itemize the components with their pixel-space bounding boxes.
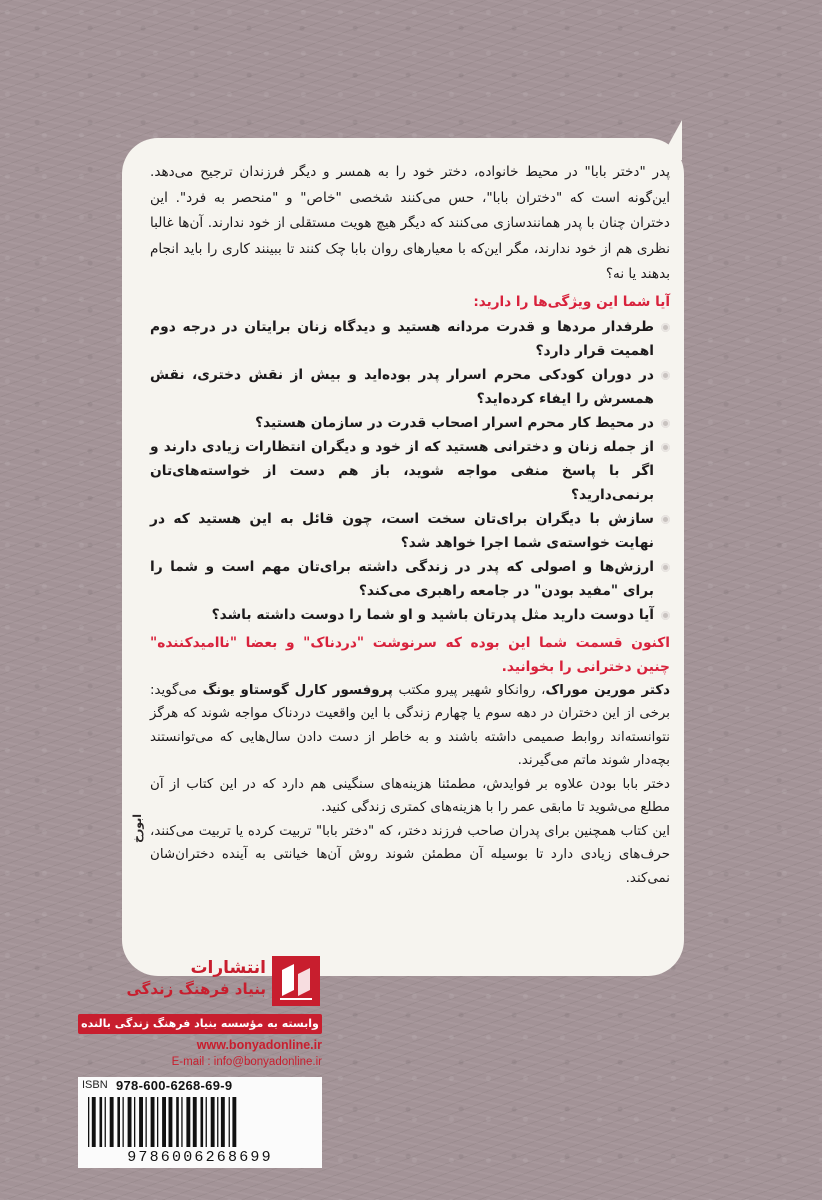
question-item: در محیط کار محرم اسرار اصحاب قدرت در سازمان هستید؟ — [150, 411, 670, 435]
barcode-bar — [123, 1097, 124, 1147]
barcode-bar — [221, 1097, 225, 1147]
barcode-bar — [88, 1097, 89, 1147]
barcode-bar — [176, 1097, 179, 1147]
question-item: طرفدار مردها و قدرت مردانه هستید و دیدگاه زنان برایتان در درجه دوم اهمیت قرار دارد؟ — [150, 315, 670, 363]
bullet-icon — [661, 443, 670, 452]
barcode-bar — [162, 1097, 166, 1147]
barcode-bar — [232, 1097, 236, 1147]
barcode-bar — [134, 1097, 135, 1147]
barcode-bar — [151, 1097, 155, 1147]
barcode-bar — [139, 1097, 143, 1147]
barcode-bar — [169, 1097, 173, 1147]
author-name: دکتر مورین موراک — [545, 682, 670, 698]
intro-paragraph: پدر "دختر بابا" در محیط خانواده، دختر خود را به همسر و دیگر فرزندان ترجیح می‌دهد. این‌گونه است که "دختران بابا"، حس می‌کنند شخصی "خاص" و "منحصر به فرد". این دختران چنان با پدر همانندسازی می‌کنند که دیگر هیچ هویت مستقلی از خود ندارند. آن‌ها غالبا نظری هم از خود ندارند، مگر این‌که با معیارهای روان بابا چک کنند تا ببینند کاری را باید انجام بدهند یا نه؟ — [150, 164, 670, 282]
questions-heading: آیا شما این ویژگی‌ها را دارید: — [473, 293, 670, 310]
barcode-bar — [105, 1097, 106, 1147]
bullet-icon — [661, 515, 670, 524]
isbn-barcode — [78, 1077, 322, 1168]
publisher-emblem-icon — [272, 956, 320, 1006]
back-cover-text — [150, 160, 670, 890]
publisher-logo — [76, 956, 322, 1016]
barcode-bar — [206, 1097, 207, 1147]
barcode-bars — [84, 1097, 316, 1147]
barcode-bar — [181, 1097, 182, 1147]
barcode-bar — [186, 1097, 190, 1147]
bullet-icon — [661, 419, 670, 428]
bullet-icon — [661, 323, 670, 332]
publisher-title: انتشارات — [190, 958, 266, 978]
speech-bubble-tail — [660, 120, 682, 160]
barcode-bar — [211, 1097, 215, 1147]
publisher-email: E-mail : info@bonyadonline.ir — [171, 1056, 322, 1068]
cost-paragraph: دختر بابا بودن علاوه بر فوایدش، مطمئنا هزینه‌های سنگینی هم دارد که در این کتاب از آن مطلع می‌شوید تا مابقی عمر را با هزینه‌های کمتری زندگی کنید. — [150, 776, 670, 815]
barcode-bar — [157, 1097, 158, 1147]
barcode-bar — [100, 1097, 103, 1147]
barcode-bar — [201, 1097, 204, 1147]
isbn-value: 978-600-6268-69-9 — [116, 1078, 233, 1093]
author-paragraph: دکتر مورین موراک، روانکاو شهیر پیرو مکتب پروفسور کارل گوستاو یونگ می‌گوید: برخی از این دختران در دهه سوم یا چهارم زندگی با این واقعیت دردناک مواجه شوند که هرگز نتوانسته‌اند روابط صمیمی داشته باشند و به خاطر از دست دادن سال‌هایی که می‌توانستند بچه‌دار شوند ماتم می‌گیرند. — [150, 682, 670, 768]
publisher-subtitle: بنیاد فرهنگ زندگی — [126, 980, 266, 998]
question-item: ارزش‌ها و اصولی که پدر در زندگی داشته برای‌تان مهم است و شما را برای "مفید بودن" در جامعه راهبری می‌کند؟ — [150, 555, 670, 603]
closing-statement: اکنون قسمت شما این بوده که سرنوشت "دردناک" و بعضا "ناامیدکننده" چنین دخترانی را بخوانید. — [150, 634, 670, 675]
question-item: آیا دوست دارید مثل پدرتان باشید و او شما را دوست داشته باشد؟ — [150, 603, 670, 627]
barcode-bar — [146, 1097, 147, 1147]
isbn-label: ISBN — [82, 1079, 108, 1091]
barcode-bar — [92, 1097, 96, 1147]
fathers-paragraph: این کتاب همچنین برای پدران صاحب فرزند دختر، که "دختر بابا" تربیت کرده یا تربیت می‌کنند، حرف‌های زیادی دارد تا بوسیله آن مطمئن شوند روش آن‌ها خیانتی به آینده دختران‌شان نمی‌کند. — [150, 823, 670, 886]
publisher-affiliation: وابسته به مؤسسه بنیاد فرهنگ زندگی بالنده — [78, 1014, 322, 1034]
side-label: ابورخ — [131, 813, 144, 843]
question-item: سازش با دیگران برای‌تان سخت است، چون قائل به این هستید که در نهایت خواسته‌ی شما اجرا خواهد شد؟ — [150, 507, 670, 555]
barcode-bar — [193, 1097, 197, 1147]
barcode-bar — [128, 1097, 132, 1147]
barcode-bar — [229, 1097, 230, 1147]
psychologist-name: پروفسور کارل گوستاو یونگ — [202, 682, 393, 698]
bullet-icon — [661, 371, 670, 380]
barcode-digits: 9786006268699 — [127, 1149, 273, 1166]
barcode-bar — [110, 1097, 114, 1147]
barcode-bar — [117, 1097, 120, 1147]
bullet-icon — [661, 563, 670, 572]
barcode-bar — [217, 1097, 218, 1147]
questions-list — [150, 315, 670, 627]
question-item: در دوران کودکی محرم اسرار پدر بوده‌اید و بیش از نقش دختری، نقش همسرش را ایفاء کرده‌اید؟ — [150, 363, 670, 411]
question-item: از جمله زنان و دخترانی هستید که از خود و دیگران انتظارات زیادی دارند و اگر با پاسخ منفی مواجه شوید، باز هم دست از خواسته‌های‌تان برنمی‌دارید؟ — [150, 435, 670, 507]
bullet-icon — [661, 611, 670, 620]
publisher-website: www.bonyadonline.ir — [196, 1038, 322, 1052]
